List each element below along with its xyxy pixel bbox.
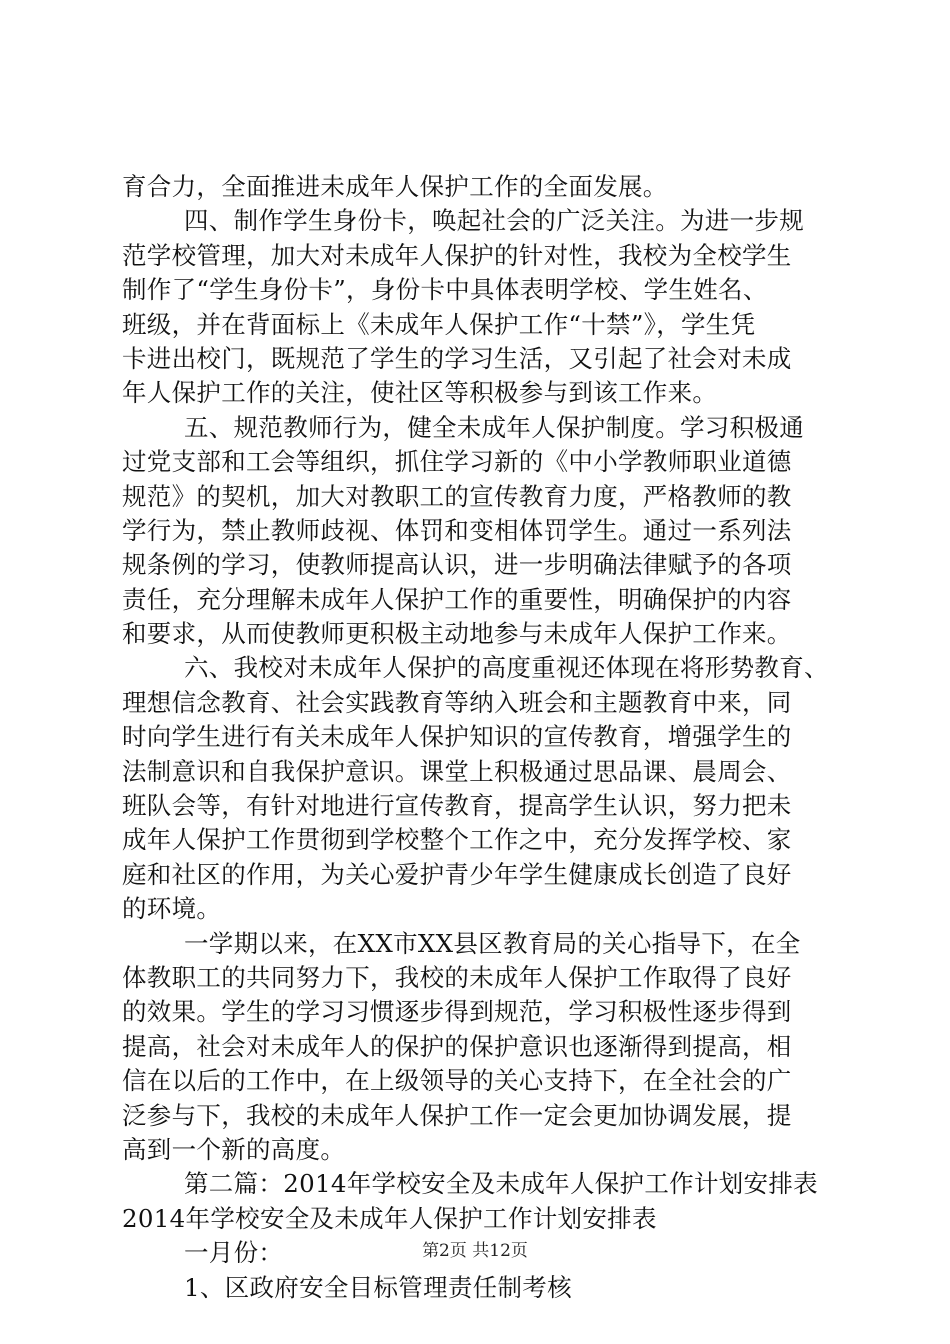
page-footer: 第2页 共12页 bbox=[422, 1241, 528, 1261]
text-line: 一月份： bbox=[184, 1238, 284, 1268]
text-line: 的效果。学生的学习习惯逐步得到规范，学习积极性逐步得到 bbox=[122, 997, 792, 1027]
text-line: 体教职工的共同努力下，我校的未成年人保护工作取得了良好 bbox=[122, 962, 792, 992]
text-line: 年人保护工作的关注，使社区等积极参与到该工作来。 bbox=[122, 378, 718, 408]
text-line: 班级，并在背面标上《未成年人保护工作“十禁”》，学生凭 bbox=[122, 309, 756, 339]
text-line: 信在以后的工作中，在上级领导的关心支持下，在全社会的广 bbox=[122, 1066, 792, 1096]
text-line: 2014年学校安全及未成年人保护工作计划安排表 bbox=[122, 1203, 657, 1233]
document-body bbox=[122, 170, 842, 1305]
text-line: 范学校管理，加大对未成年人保护的针对性，我校为全校学生 bbox=[122, 240, 792, 270]
text-line: 高到一个新的高度。 bbox=[122, 1134, 346, 1164]
text-line: 法制意识和自我保护意识。课堂上积极通过思品课、晨周会、 bbox=[122, 756, 792, 786]
text-line: 泛参与下，我校的未成年人保护工作一定会更加协调发展，提 bbox=[122, 1100, 792, 1130]
text-line: 提高，社会对未成年人的保护的保护意识也逐渐得到提高，相 bbox=[122, 1031, 792, 1061]
text-line: 过党支部和工会等组织，抓住学习新的《中小学教师职业道德 bbox=[122, 447, 792, 477]
text-line: 和要求，从而使教师更积极主动地参与未成年人保护工作来。 bbox=[122, 619, 792, 649]
text-line: 学行为，禁止教师歧视、体罚和变相体罚学生。通过一系列法 bbox=[122, 515, 792, 545]
text-line: 制作了“学生身份卡”，身份卡中具体表明学校、学生姓名、 bbox=[122, 275, 768, 305]
text-line: 育合力，全面推进未成年人保护工作的全面发展。 bbox=[122, 172, 668, 201]
text-line: 第二篇：2014年学校安全及未成年人保护工作计划安排表 bbox=[184, 1169, 818, 1199]
text-line: 的环境。 bbox=[122, 894, 222, 924]
text-line: 责任，充分理解未成年人保护工作的重要性，明确保护的内容 bbox=[122, 584, 792, 614]
text-line: 理想信念教育、社会实践教育等纳入班会和主题教育中来，同 bbox=[122, 687, 792, 717]
text-line: 卡进出校门，既规范了学生的学习生活，又引起了社会对未成 bbox=[122, 343, 792, 373]
text-line: 规条例的学习，使教师提高认识，进一步明确法律赋予的各项 bbox=[122, 550, 792, 580]
text-line: 五、规范教师行为，健全未成年人保护制度。学习积极通 bbox=[184, 412, 804, 442]
text-line: 时向学生进行有关未成年人保护知识的宣传教育，增强学生的 bbox=[122, 722, 792, 752]
text-line: 成年人保护工作贯彻到学校整个工作之中，充分发挥学校、家 bbox=[122, 825, 792, 855]
text-line: 一学期以来，在XX市XX县区教育局的关心指导下，在全 bbox=[184, 928, 801, 958]
text-line: 庭和社区的作用，为关心爱护青少年学生健康成长创造了良好 bbox=[122, 859, 792, 889]
text-line: 六、我校对未成年人保护的高度重视还体现在将形势教育、 bbox=[184, 653, 829, 683]
text-line: 规范》的契机，加大对教职工的宣传教育力度，严格教师的教 bbox=[122, 481, 792, 511]
text-line: 1、区政府安全目标管理责任制考核 bbox=[184, 1272, 572, 1302]
text-line: 四、制作学生身份卡，唤起社会的广泛关注。为进一步规 bbox=[184, 206, 804, 236]
text-line: 班队会等，有针对地进行宣传教育，提高学生认识，努力把未 bbox=[122, 791, 792, 821]
